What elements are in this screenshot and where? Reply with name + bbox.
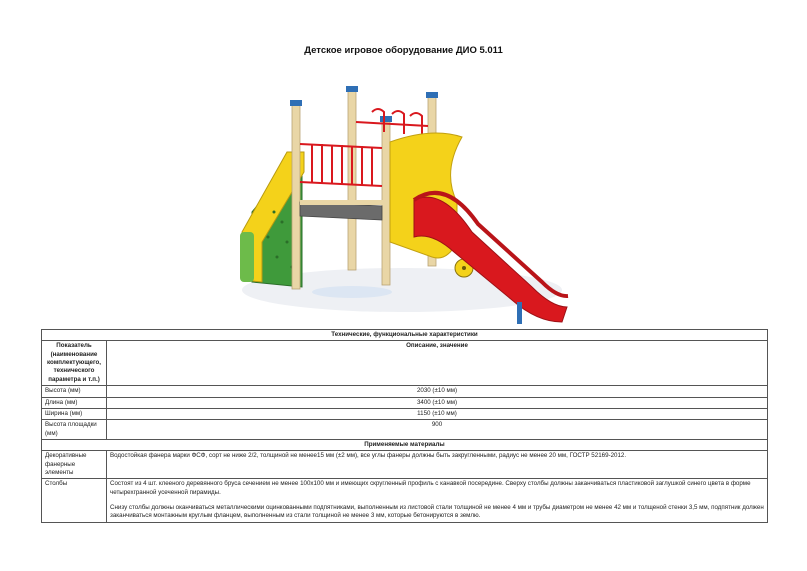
ground-shadow-blue	[312, 286, 392, 298]
row-label: Ширина (мм)	[42, 408, 107, 419]
row-label: Высота площадки (мм)	[42, 420, 107, 440]
specs-section-title: Технические, функциональные характеристики	[42, 330, 768, 341]
indicator-column-header: Показатель (наименование комплектующего, технического параметра и т.п.)	[42, 341, 107, 386]
table-row	[42, 479, 768, 522]
material-description	[107, 479, 768, 522]
cap-front-right	[380, 116, 392, 122]
specs-table	[41, 329, 768, 523]
cap-back-left	[346, 86, 358, 92]
row-label: Высота (мм)	[42, 386, 107, 397]
material-label: Столбы	[42, 479, 107, 522]
materials-section-title: Применяемые материалы	[42, 439, 768, 450]
table-row	[42, 420, 768, 440]
description-column-header: Описание, значение	[107, 341, 768, 386]
table-row	[42, 408, 768, 419]
green-step-board	[240, 232, 254, 282]
table-row	[42, 397, 768, 408]
row-value: 3400 (±10 мм)	[107, 397, 768, 408]
playground-equipment-illustration	[232, 82, 572, 327]
row-value: 900	[107, 420, 768, 440]
row-value: 1150 (±10 мм)	[107, 408, 768, 419]
material-paragraph: Снизу столбы должны оканчиваться металлическими оцинкованными подпятниками, выполненным из листовой стали толщиной не менее 4 мм и трубы диаметром не менее 42 мм и толщеной стенки 3,5 мм, подпятник должен заканчиваться монтажным круглым фланцем, выполненным из стали толщиной не менее 3 мм, которые бетонируются в землю.	[110, 504, 764, 520]
material-paragraph: Состоят из 4 шт. клееного деревянного бруса сечением не менее 100х100 мм и имеющих скругленный профиль с канавкой посередине. Сверху столбы должны заканчиваться пластиковой заглушкой синего цвета в форме четырехгранной усеченной пирамиды.	[110, 480, 751, 496]
row-label: Длина (мм)	[42, 397, 107, 408]
cap-back-right	[426, 92, 438, 98]
table-row	[42, 451, 768, 479]
material-label: Декоративные фанерные элементы	[42, 451, 107, 479]
post-front-left	[292, 104, 300, 289]
deck-beam	[300, 200, 390, 205]
material-description: Водостойкая фанера марки ФСФ, сорт не ниже 2/2, толщиной не менее15 мм (±2 мм), все углы фанеры должны быть закругленными, радиус не менее 20 мм, ГОСТР 52169-2012.	[107, 451, 768, 479]
table-row	[42, 386, 768, 397]
document-title: Детское игровое оборудование ДИО 5.011	[304, 45, 503, 56]
cap-front-left	[290, 100, 302, 106]
slide-support	[517, 302, 522, 324]
row-value: 2030 (±10 мм)	[107, 386, 768, 397]
